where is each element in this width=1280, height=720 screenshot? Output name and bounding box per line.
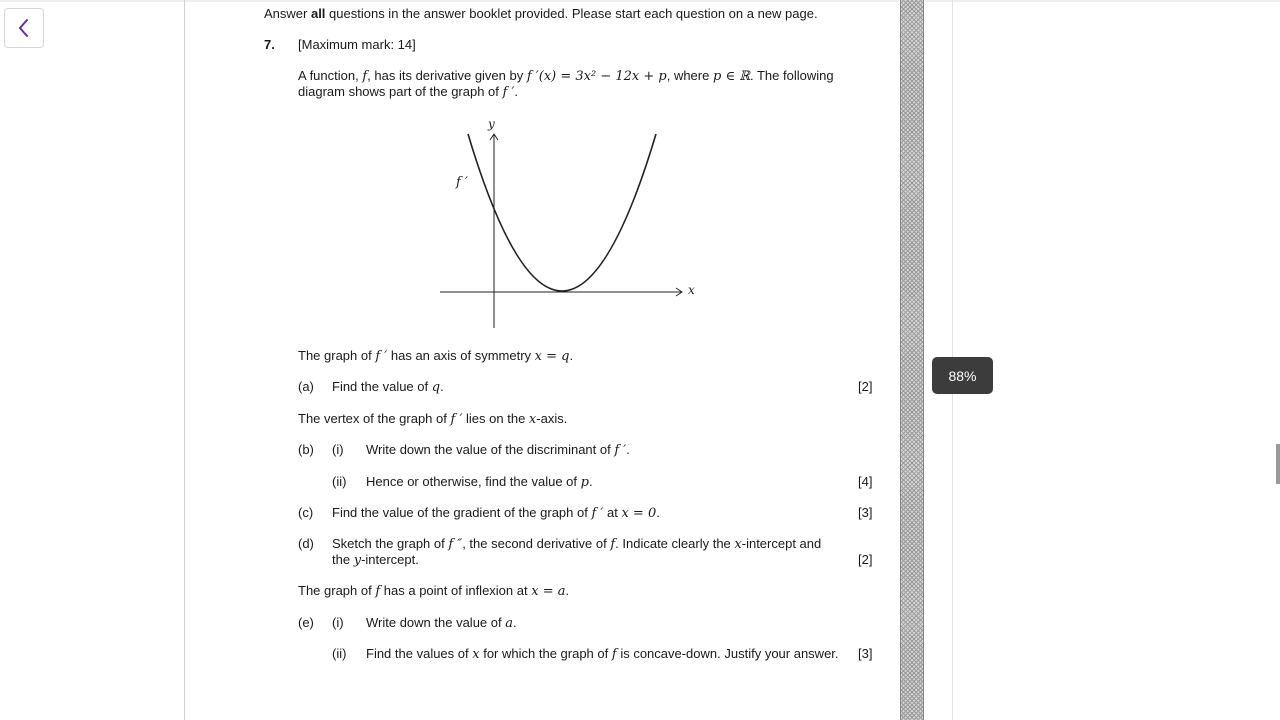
y-axis-label: y — [488, 117, 495, 131]
part-e-i-text: Write down the value of a. — [366, 615, 517, 631]
page-scroll-strip[interactable] — [900, 0, 924, 720]
part-e-marks: [3] — [858, 646, 873, 661]
part-d-label: (d) — [298, 536, 314, 551]
axis-symmetry-sentence: The graph of f ′ has an axis of symmetry x = q. — [298, 348, 574, 364]
part-b-label: (b) — [298, 442, 314, 457]
part-e-ii-text: Find the values of x for which the graph of f is concave-down. Justify your answer. — [366, 646, 839, 662]
part-e-ii-label: (ii) — [332, 646, 347, 661]
part-d-text-line2: the y-intercept. — [332, 552, 419, 568]
part-b-i-text: Write down the value of the discriminant of f ′. — [366, 442, 630, 458]
x-axis-label: x — [688, 283, 695, 297]
max-mark: [Maximum mark: 14] — [298, 37, 416, 52]
page-left-edge — [184, 0, 185, 720]
part-a-text: Find the value of q. — [332, 379, 444, 395]
back-button[interactable] — [4, 8, 44, 48]
derivative-graph — [430, 112, 710, 334]
zoom-level-badge: 88% — [932, 357, 993, 394]
chevron-left-icon — [17, 18, 31, 38]
part-d-text-line1: Sketch the graph of f ″, the second derivative of f. Indicate clearly the x-intercept and — [332, 536, 822, 552]
part-a-label: (a) — [298, 379, 314, 394]
part-e-i-label: (i) — [332, 615, 344, 630]
part-e-label: (e) — [298, 615, 314, 630]
derivative-curve — [468, 134, 656, 291]
question-stem-line2: diagram shows part of the graph of f ′. — [298, 84, 519, 100]
part-c-marks: [3] — [858, 505, 873, 520]
part-b-ii-label: (ii) — [332, 474, 347, 489]
part-b-marks: [4] — [858, 474, 873, 489]
question-stem-line1: A function, f, has its derivative given by f ′(x) = 3x² − 12x + p, where p ∈ ℝ. The following — [298, 68, 834, 84]
part-b-ii-text: Hence or otherwise, find the value of p. — [366, 474, 593, 490]
scrollbar-thumb[interactable] — [1276, 444, 1280, 484]
part-a-marks: [2] — [858, 379, 873, 394]
question-number: 7. — [264, 37, 275, 52]
vertex-sentence: The vertex of the graph of f ′ lies on the x-axis. — [298, 411, 568, 427]
intro-instruction: Answer all questions in the answer booklet provided. Please start each question on a new page. — [264, 6, 818, 21]
part-b-i-label: (i) — [332, 442, 344, 457]
part-d-marks: [2] — [858, 552, 873, 567]
part-c-text: Find the value of the gradient of the graph of f ′ at x = 0. — [332, 505, 660, 521]
part-c-label: (c) — [298, 505, 314, 520]
top-divider — [0, 0, 1280, 2]
curve-label: f ′ — [456, 175, 468, 190]
inflexion-sentence: The graph of f has a point of inflexion at x = a. — [298, 583, 570, 599]
